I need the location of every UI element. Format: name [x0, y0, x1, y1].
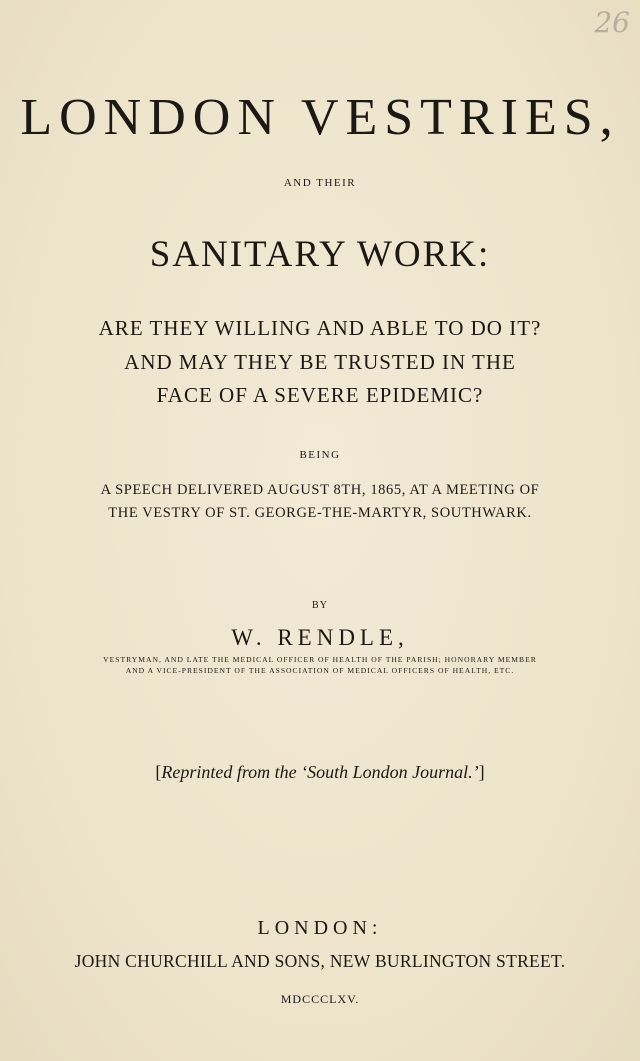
imprint-year: MDCCCLXV. [280, 992, 360, 1006]
being-line: BEING [299, 449, 341, 461]
imprint-place: LONDON: [257, 917, 383, 939]
main-title: LONDON VESTRIES, [20, 89, 620, 146]
question-line-1: ARE THEY WILLING AND ABLE TO DO IT? [98, 316, 542, 340]
reprint-text: Reprinted from the ‘South London Journal.’ [161, 762, 479, 782]
author-credentials-line-2: AND A VICE-PRESIDENT OF THE ASSOCIATION OF MEDICAL OFFICERS OF HEALTH, ETC. [125, 666, 515, 675]
question-line-3: FACE OF A SEVERE EPIDEMIC? [156, 383, 484, 407]
folio-number: 26 [594, 6, 630, 39]
author-credentials-line-1: VESTRYMAN, AND LATE THE MEDICAL OFFICER OF HEALTH OF THE PARISH; HONORARY MEMBER [103, 655, 537, 664]
author-name: W. RENDLE, [231, 625, 409, 650]
reprint-close-bracket: ] [478, 762, 485, 782]
reprint-note [0, 763, 640, 781]
speech-line-2: THE VESTRY OF ST. GEORGE-THE-MARTYR, SOUTHWARK. [108, 505, 532, 521]
and-their-line: AND THEIR [283, 177, 357, 189]
by-line: BY [312, 600, 328, 611]
subtitle: SANITARY WORK: [149, 234, 491, 275]
speech-line-1: A SPEECH DELIVERED AUGUST 8TH, 1865, AT A MEETING OF [100, 482, 540, 498]
question-line-2: AND MAY THEY BE TRUSTED IN THE [124, 350, 516, 374]
reprint-open-bracket: [ [155, 762, 162, 782]
imprint-publisher: JOHN CHURCHILL AND SONS, NEW BURLINGTON STREET. [74, 951, 566, 971]
